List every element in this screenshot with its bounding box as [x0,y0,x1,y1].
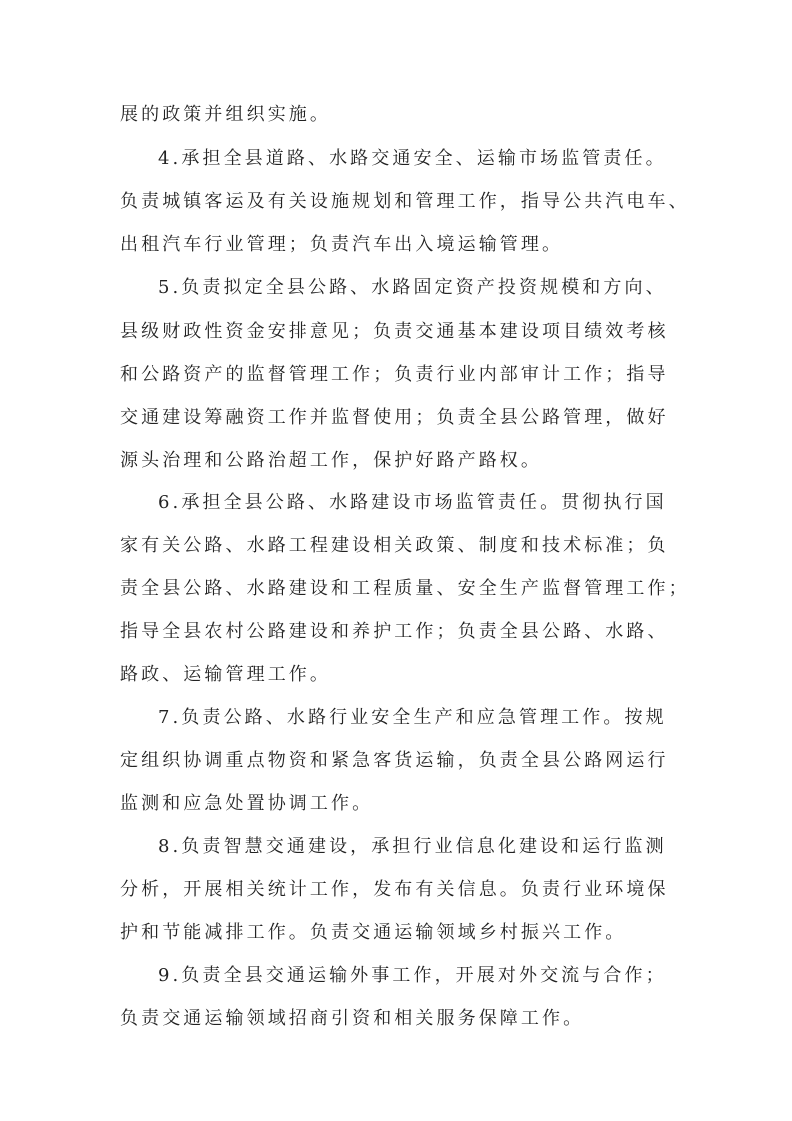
paragraph-7-start: 7.负责公路、水路行业安全生产和应急管理工作。按规 [158,707,667,728]
text-line: 指导全县农村公路建设和养护工作；负责全县公路、水路、 [120,621,669,642]
text-line: 护和节能减排工作。负责交通运输领域乡村振兴工作。 [120,922,627,943]
text-line: 负责交通运输领域招商引资和相关服务保障工作。 [120,1008,585,1029]
text-line: 分析，开展相关统计工作，发布有关信息。负责行业环境保 [120,879,669,900]
text-line: 监测和应急处置协调工作。 [120,793,374,814]
text-line: 和公路资产的监督管理工作；负责行业内部审计工作；指导 [120,364,669,385]
text-line: 定组织协调重点物资和紧急客货运输，负责全县公路网运行 [120,750,669,771]
paragraph-9-start: 9.负责全县交通运输外事工作，开展对外交流与合作； [158,965,667,986]
text-line: 责全县公路、水路建设和工程质量、安全生产监督管理工作； [120,578,690,599]
paragraph-4-start: 4.承担全县道路、水路交通安全、运输市场监管责任。 [158,148,667,169]
paragraph-8-start: 8.负责智慧交通建设，承担行业信息化建设和运行监测 [158,836,667,857]
text-line: 展的政策并组织实施。 [120,104,331,125]
text-line: 负责城镇客运及有关设施规划和管理工作，指导公共汽电车、 [120,191,690,212]
text-line: 出租汽车行业管理；负责汽车出入境运输管理。 [120,234,564,255]
text-line: 县级财政性资金安排意见；负责交通基本建设项目绩效考核 [120,321,669,342]
paragraph-5-start: 5.负责拟定全县公路、水路固定资产投资规模和方向、 [158,277,667,298]
text-line: 源头治理和公路治超工作，保护好路产路权。 [120,450,542,471]
paragraph-6-start: 6.承担全县公路、水路建设市场监管责任。贯彻执行国 [158,492,667,513]
text-line: 家有关公路、水路工程建设相关政策、制度和技术标准；负 [120,535,669,556]
text-line: 交通建设筹融资工作并监督使用；负责全县公路管理，做好 [120,407,669,428]
text-line: 路政、运输管理工作。 [120,664,331,685]
